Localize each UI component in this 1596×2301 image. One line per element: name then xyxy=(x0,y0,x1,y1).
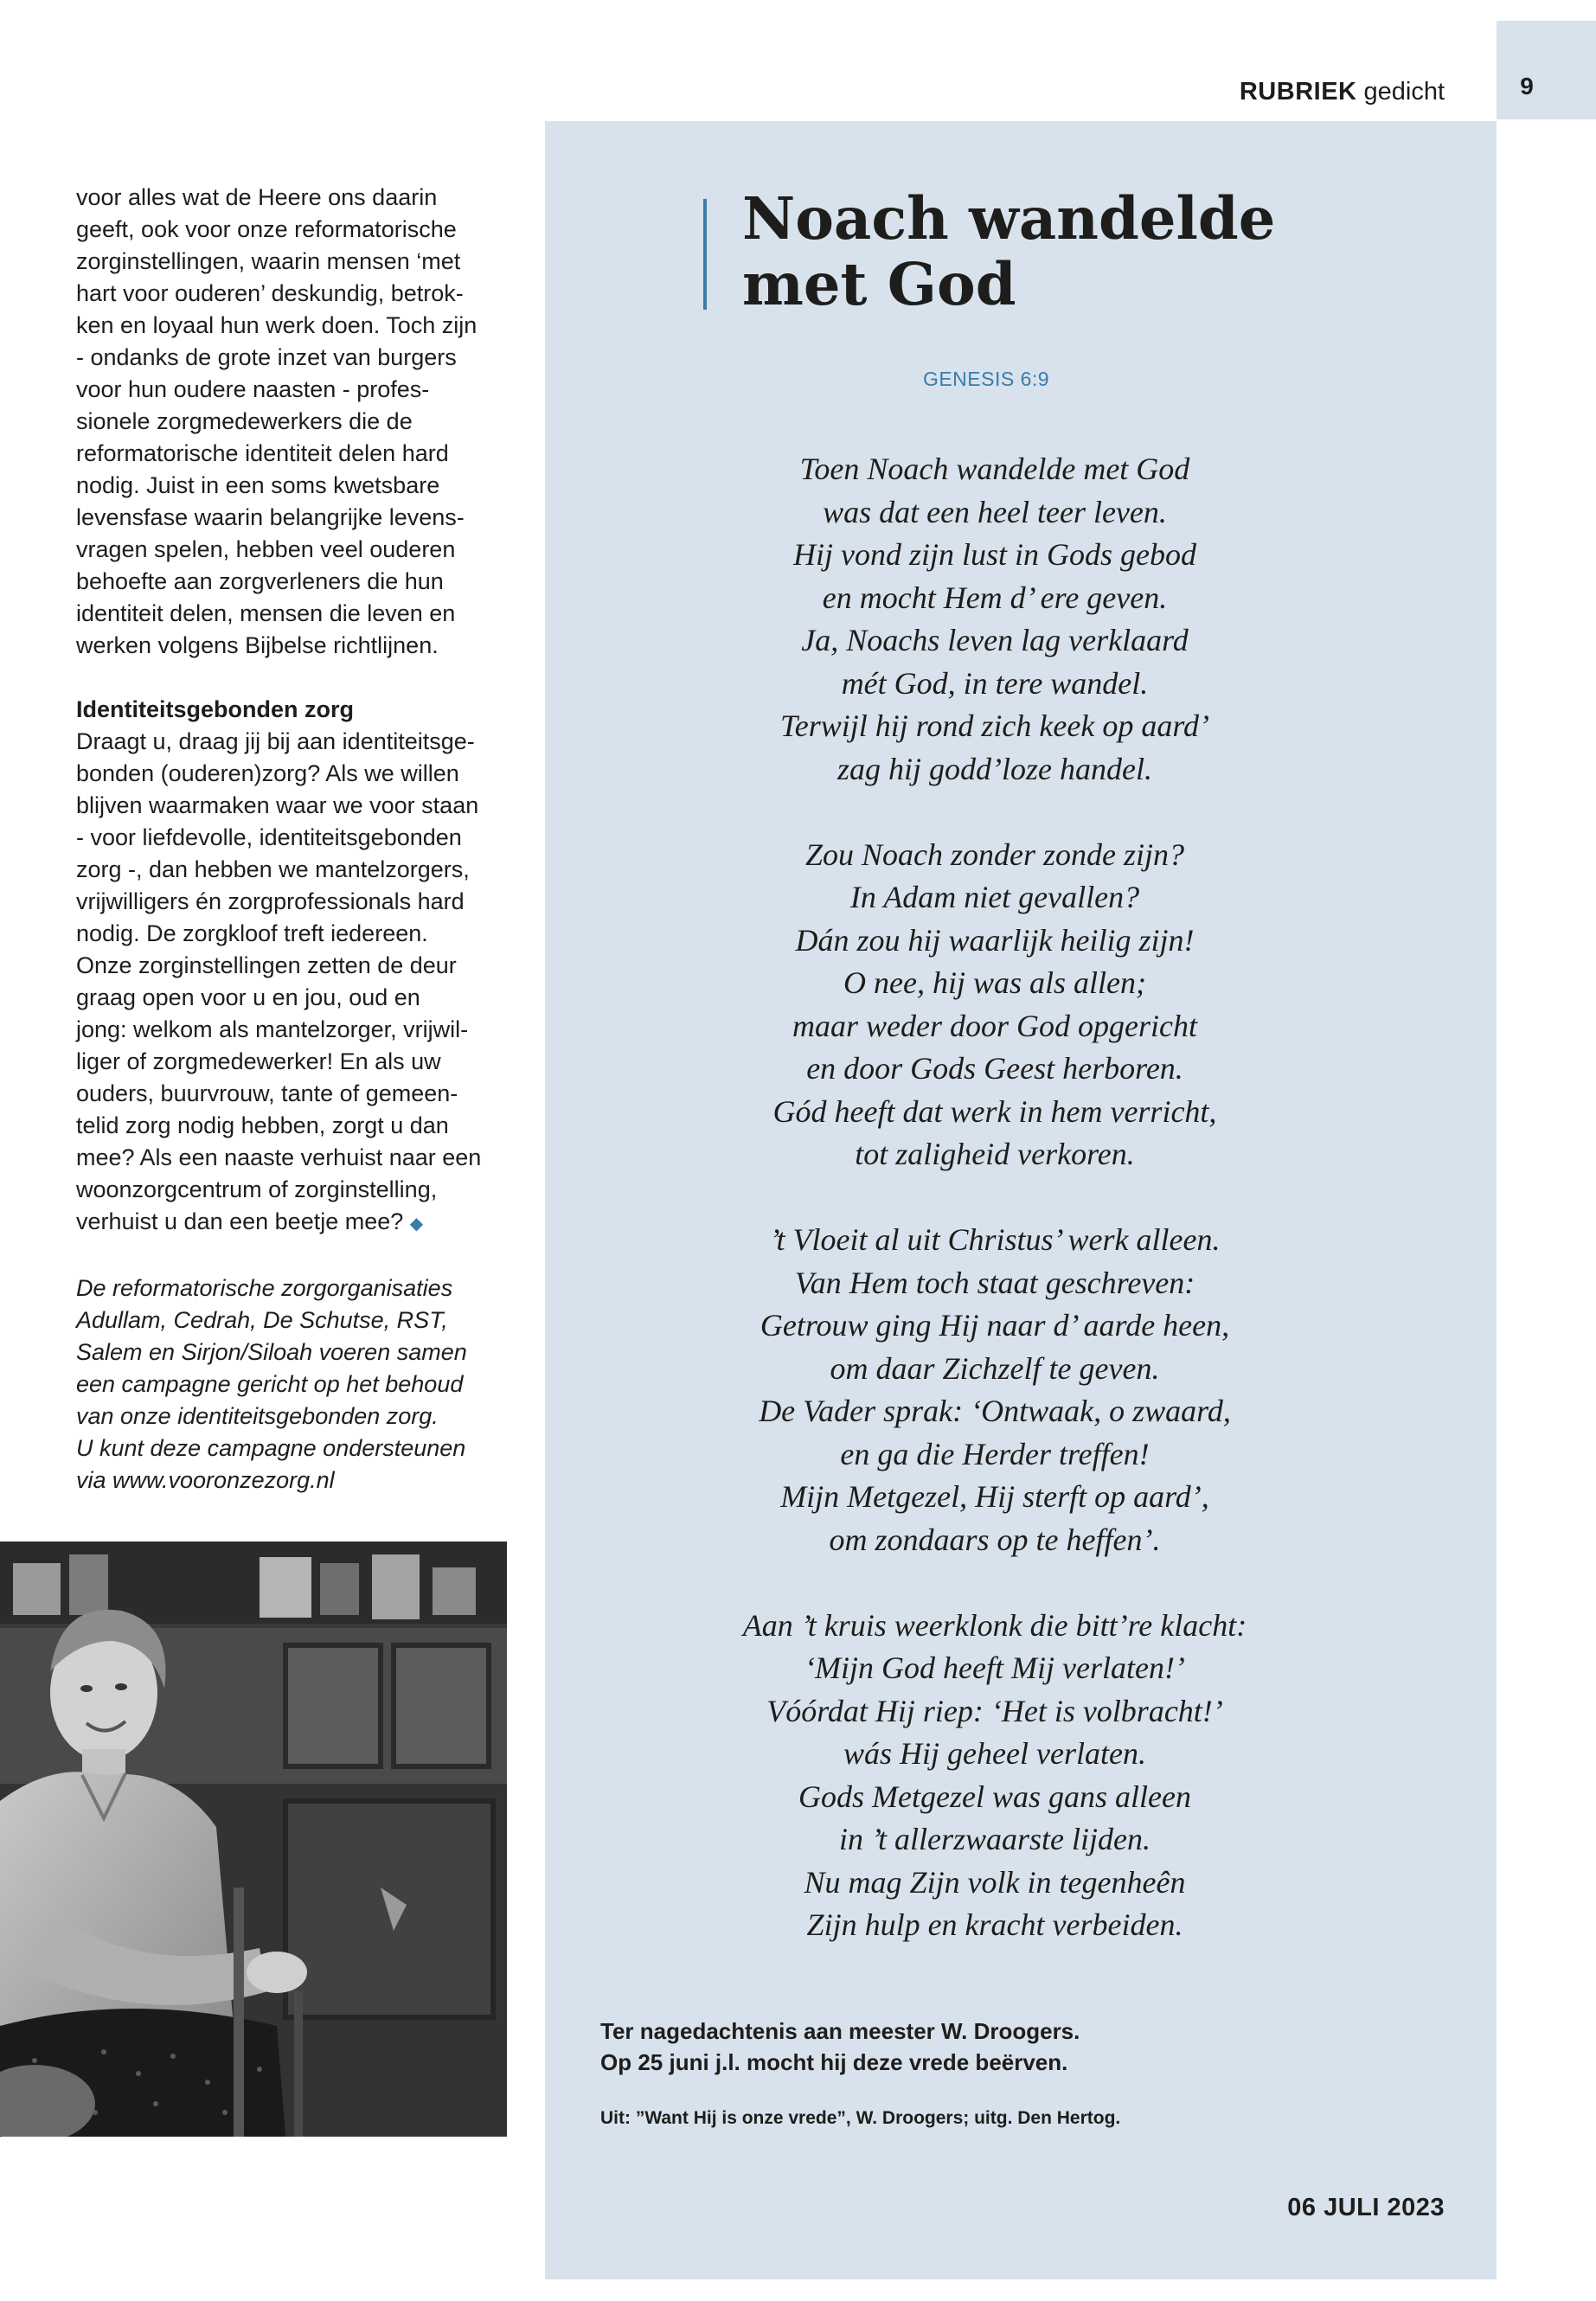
poem-line: De Vader sprak: ‘Ontwaak, o zwaard, xyxy=(759,1394,1231,1428)
poem-line: en ga die Herder treffen! xyxy=(840,1436,1150,1471)
text-line: voor hun oudere naasten - profes- xyxy=(76,376,430,402)
text-line: hart voor ouderen’ deskundig, betrok- xyxy=(76,280,464,306)
text-line: sionele zorgmedewerkers die de xyxy=(76,408,413,434)
text-line: identiteit delen, mensen die leven en xyxy=(76,600,456,626)
text-line: mee? Als een naaste verhuist naar een xyxy=(76,1144,482,1170)
header-rubriek: RUBRIEK xyxy=(1239,78,1357,106)
poem-line: Van Hem toch staat geschreven: xyxy=(794,1265,1195,1300)
poem-line: Terwijl hij rond zich keek op aard’ xyxy=(780,708,1209,743)
poem-line: en door Gods Geest herboren. xyxy=(806,1051,1183,1086)
article-paragraph-1 xyxy=(76,182,522,662)
poem-line: Zou Noach zonder zonde zijn? xyxy=(804,836,1184,872)
poem-line: Toen Noach wandelde met God xyxy=(799,452,1190,486)
memorial-note xyxy=(600,2016,1422,2078)
text-line: liger of zorgmedewerker! En als uw xyxy=(76,1048,441,1074)
poem-line: Hij vond zijn lust in Gods gebod xyxy=(793,537,1196,572)
article-paragraph-2 xyxy=(76,726,522,1240)
poem-line: O nee, hij was als allen; xyxy=(843,965,1146,1000)
text-line: nodig. Juist in een soms kwetsbare xyxy=(76,472,440,498)
poem-line: Gods Metgezel was gans alleen xyxy=(798,1779,1191,1814)
poem-line: Gód heeft dat werk in hem verricht, xyxy=(772,1093,1217,1129)
text-line: voor alles wat de Heere ons daarin xyxy=(76,184,438,210)
text-line-final: verhuist u dan een beetje mee? xyxy=(76,1208,404,1234)
text-line: bonden (ouderen)zorg? Als we willen xyxy=(76,760,459,786)
text-line: nodig. De zorgkloof treft iedereen. xyxy=(76,920,428,946)
poem-stanza xyxy=(597,834,1393,1176)
note-line: U kunt deze campagne ondersteunen xyxy=(76,1435,466,1461)
campaign-note xyxy=(76,1272,522,1497)
poem-line: om daar Zichzelf te geven. xyxy=(830,1350,1160,1386)
memorial-line: Op 25 juni j.l. mocht hij deze vrede beërven. xyxy=(600,2049,1068,2075)
caregiver-photo-illustration xyxy=(0,1541,507,2137)
poem-line: zag hij godd’loze handel. xyxy=(837,751,1152,786)
poem-title-line: met God xyxy=(742,250,1016,318)
poem-line: tot zaligheid verkoren. xyxy=(855,1137,1135,1171)
poem-body xyxy=(597,448,1393,1947)
poem-line: Dán zou hij waarlijk heilig zijn! xyxy=(795,922,1195,958)
poem-line: wás Hij geheel verlaten. xyxy=(843,1736,1146,1771)
text-line: jong: welkom als mantelzorger, vrijwil- xyxy=(76,1016,469,1042)
poem-line: Ja, Noachs leven lag verklaard xyxy=(801,623,1189,657)
poem-line: ’t Vloeit al uit Christus’ werk alleen. xyxy=(769,1222,1221,1257)
text-line: geeft, ook voor onze reformatorische xyxy=(76,216,457,242)
poem-stanza xyxy=(597,1219,1393,1561)
section-header xyxy=(1240,78,1445,106)
text-line xyxy=(76,1206,522,1240)
poem-line: Aan ’t kruis weerklonk die bitt’re klacht: xyxy=(742,1607,1247,1643)
text-line: Draagt u, draag jij bij aan identiteitsge- xyxy=(76,728,475,754)
text-line: Onze zorginstellingen zetten de deur xyxy=(76,952,457,978)
poem-line: was dat een heel teer leven. xyxy=(823,494,1167,529)
text-line: - ondanks de grote inzet van burgers xyxy=(76,344,457,370)
poem-line: Nu mag Zijn volk in tegenheên xyxy=(804,1864,1186,1900)
note-line: Salem en Sirjon/Siloah voeren samen xyxy=(76,1339,467,1365)
poem-line: Getrouw ging Hij naar d’ aarde heen, xyxy=(760,1308,1230,1343)
note-line: Adullam, Cedrah, De Schutse, RST, xyxy=(76,1307,448,1333)
poem-line: Vóórdat Hij riep: ‘Het is volbracht!’ xyxy=(766,1693,1223,1728)
issue-date: 06 JULI 2023 xyxy=(1287,2194,1445,2221)
poem-title xyxy=(742,186,1452,317)
poem-line: In Adam niet gevallen? xyxy=(849,880,1140,914)
poem-stanza xyxy=(597,1605,1393,1947)
poem-line: Zijn hulp en kracht verbeiden. xyxy=(806,1907,1183,1942)
text-line: levensfase waarin belangrijke levens- xyxy=(76,504,465,530)
note-line: van onze identiteitsgebonden zorg. xyxy=(76,1403,439,1429)
poem-line: en mocht Hem d’ ere geven. xyxy=(822,580,1168,615)
poem-stanza xyxy=(597,448,1393,791)
text-line: vrijwilligers én zorgprofessionals hard xyxy=(76,888,465,914)
text-line: vragen spelen, hebben veel ouderen xyxy=(76,536,456,562)
poem-title-line: Noach wandelde xyxy=(742,184,1276,253)
text-line: ouders, buurvrouw, tante of gemeen- xyxy=(76,1080,458,1106)
poem-line: ‘Mijn God heeft Mij verlaten!’ xyxy=(804,1650,1185,1685)
note-line: een campagne gericht op het behoud xyxy=(76,1371,464,1397)
poem-line: om zondaars op te heffen’. xyxy=(829,1522,1161,1557)
text-line: zorginstellingen, waarin mensen ‘met xyxy=(76,248,461,274)
text-line: - voor liefdevolle, identiteitsgebonden xyxy=(76,824,462,850)
header-section: gedicht xyxy=(1363,78,1445,106)
text-line: zorg -, dan hebben we mantelzorgers, xyxy=(76,856,470,882)
page-tab xyxy=(1497,21,1596,119)
text-line: werken volgens Bijbelse richtlijnen. xyxy=(76,632,439,658)
text-line: woonzorgcentrum of zorginstelling, xyxy=(76,1176,438,1202)
article-column xyxy=(76,182,522,1497)
text-line: behoefte aan zorgverleners die hun xyxy=(76,568,444,594)
title-accent-bar xyxy=(703,199,707,310)
note-line: via www.vooronzezorg.nl xyxy=(76,1467,335,1493)
poem-line: maar weder door God opgericht xyxy=(792,1008,1197,1043)
source-credit: Uit: ”Want Hij is onze vrede”, W. Droogers; uitg. Den Hertog. xyxy=(600,2108,1121,2128)
text-line: reformatorische identiteit delen hard xyxy=(76,440,449,466)
text-line: telid zorg nodig hebben, zorgt u dan xyxy=(76,1112,449,1138)
poem-line: Mijn Metgezel, Hij sterft op aard’, xyxy=(780,1479,1209,1514)
note-line: De reformatorische zorgorganisaties xyxy=(76,1275,453,1301)
text-line: graag open voor u en jou, oud en xyxy=(76,984,420,1010)
article-subheading: Identiteitsgebonden zorg xyxy=(76,696,354,722)
poem-line: mét God, in tere wandel. xyxy=(841,665,1149,701)
end-mark-icon: ◆ xyxy=(409,1215,424,1234)
text-line: ken en loyaal hun werk doen. Toch zijn xyxy=(76,312,478,338)
memorial-line: Ter nagedachtenis aan meester W. Droogers. xyxy=(600,2018,1080,2044)
bible-reference: GENESIS 6:9 xyxy=(922,368,1050,390)
text-line: blijven waarmaken waar we voor staan xyxy=(76,792,479,818)
page-number: 9 xyxy=(1520,73,1534,99)
poem-line: in ’t allerzwaarste lijden. xyxy=(839,1822,1151,1856)
caregiver-photo xyxy=(0,1541,507,2137)
